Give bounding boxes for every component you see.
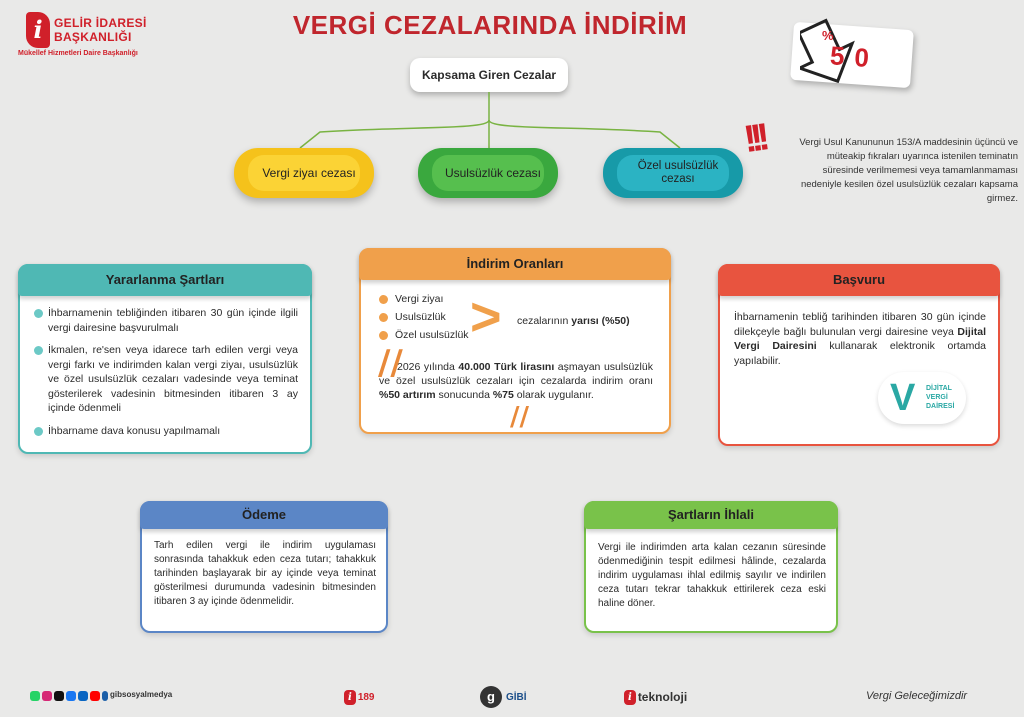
list-item: Usulsüzlük [379, 308, 469, 326]
quote-open-icon: // [378, 343, 403, 383]
scope-label: Kapsama Giren Cezalar [410, 58, 568, 92]
page-title: VERGİ CEZALARINDA İNDİRİM [292, 10, 688, 40]
application-text: İhbarnamenin tebliğ tarihinden itibaren 30 gün içinde dilekçeyle bağlı bulunulan vergi dairesine veya Dijital Vergi Dairesini kullanarak elektronik ortamda yapılabilir. [734, 311, 986, 367]
benefit-list [34, 306, 298, 446]
scope-item-irregularity [418, 148, 558, 198]
scope-item-label: Vergi ziyaı cezası [248, 155, 360, 191]
percent-value: 50 [829, 40, 880, 74]
digital-tax-office-text: DİJİTAL VERGİ DAİRESİ [926, 385, 955, 410]
scope-item-special-irregularity [603, 148, 743, 198]
benefit-card [18, 264, 312, 454]
nsosyal-icon[interactable] [102, 691, 108, 701]
alo-189-logo: i 189 [344, 684, 375, 710]
gib-logo-icon: i [26, 12, 50, 48]
application-card [718, 264, 1000, 446]
logo-subtitle: Mükellef Hizmetleri Daire Başkanlığı [18, 50, 138, 57]
social-handle: gibsosyalmedya [110, 690, 173, 699]
benefit-title: Yararlanma Şartları [18, 264, 312, 296]
list-item: İhbarname dava konusu yapılmamalı [34, 424, 298, 439]
gibi-logo: g GİBİ [480, 684, 527, 710]
violation-card [584, 501, 838, 633]
rates-result: cezalarının yarısı (%50) [517, 315, 630, 327]
youtube-icon[interactable] [90, 691, 100, 701]
scope-item-label: Usulsüzlük cezası [432, 155, 544, 191]
facebook-icon[interactable] [66, 691, 76, 701]
violation-text: Vergi ile indirimden arta kalan cezanın süresinde ödenmediğinin tespit edilmesi hâlinde, cezalarda indirim uygulaması ihlal edilmiş sayılır ve indirilen ceza tutarı tekrar tahakkuk ettirilerek ceza eski haline döner. [598, 542, 826, 609]
linkedin-icon[interactable] [78, 691, 88, 701]
logo-line2: BAŞKANLIĞI [54, 30, 132, 44]
rates-list [379, 290, 469, 344]
logo-line1: GELİR İDARESİ [54, 16, 147, 30]
scope-item-label: Özel usulsüzlük cezası [617, 155, 729, 191]
rates-title: İndirim Oranları [359, 248, 671, 280]
list-item: Vergi ziyaı [379, 290, 469, 308]
scope-note: Vergi Usul Kanununun 153/A maddesinin üçüncü ve müteakip fıkraları uyarınca istenilen teminatın süresinde verilmemesi veya tamamlanmaması nedeniyle kesilen özel usulsüzlük cezaları kapsama girmez. [799, 137, 1018, 204]
instagram-icon[interactable] [42, 691, 52, 701]
percent-sign: % [822, 28, 834, 43]
payment-text: Tarh edilen vergi ile indirim uygulaması sonrasında tahakkuk eden ceza tutarı; tahakkuk tarihinden başlayarak bir ay içinde veya teminat gösterilmesi durumunda vadesinin bitmesinden itibaren 3 ay içinde ödenmelidir. [154, 540, 376, 607]
slogan: Vergi Geleceğimizdir [866, 690, 968, 702]
quote-close-icon: // [510, 402, 529, 432]
scope-item-tax-loss [234, 148, 374, 198]
rates-paragraph: 2026 yılında 40.000 Türk lirasını aşmayan usulsüzlük ve özel usulsüzlük cezaları için cezalarda indirim oranı %50 artırım sonucunda %75 olarak uygulanır. [379, 361, 653, 401]
digital-tax-office-v-icon: V [890, 377, 916, 419]
list-item: İhbarnamenin tebliğinden itibaren 30 gün içinde ilgili vergi dairesine başvurulmalı [34, 306, 298, 335]
x-icon[interactable] [54, 691, 64, 701]
violation-title: Şartların İhlali [584, 501, 838, 529]
whatsapp-icon[interactable] [30, 691, 40, 701]
teknoloji-logo: i teknoloji [624, 684, 687, 710]
application-title: Başvuru [718, 264, 1000, 296]
list-item: İkmalen, re'sen veya idarece tarh edilen vergi veya vergi farkı ve indirimden kalan vergi ziyaı, usulsüzlük ve özel usulsüzlük cezaları vadesinde veya teminat gösterilerek vadesinin bitmesinden itibaren 3 ay içinde ödenmeli [34, 343, 298, 416]
exclamation-icon: !!! [741, 116, 767, 162]
list-item: Özel usulsüzlük [379, 326, 469, 344]
payment-card [140, 501, 388, 633]
chevron-right-icon: > [470, 287, 502, 347]
payment-title: Ödeme [140, 501, 388, 529]
